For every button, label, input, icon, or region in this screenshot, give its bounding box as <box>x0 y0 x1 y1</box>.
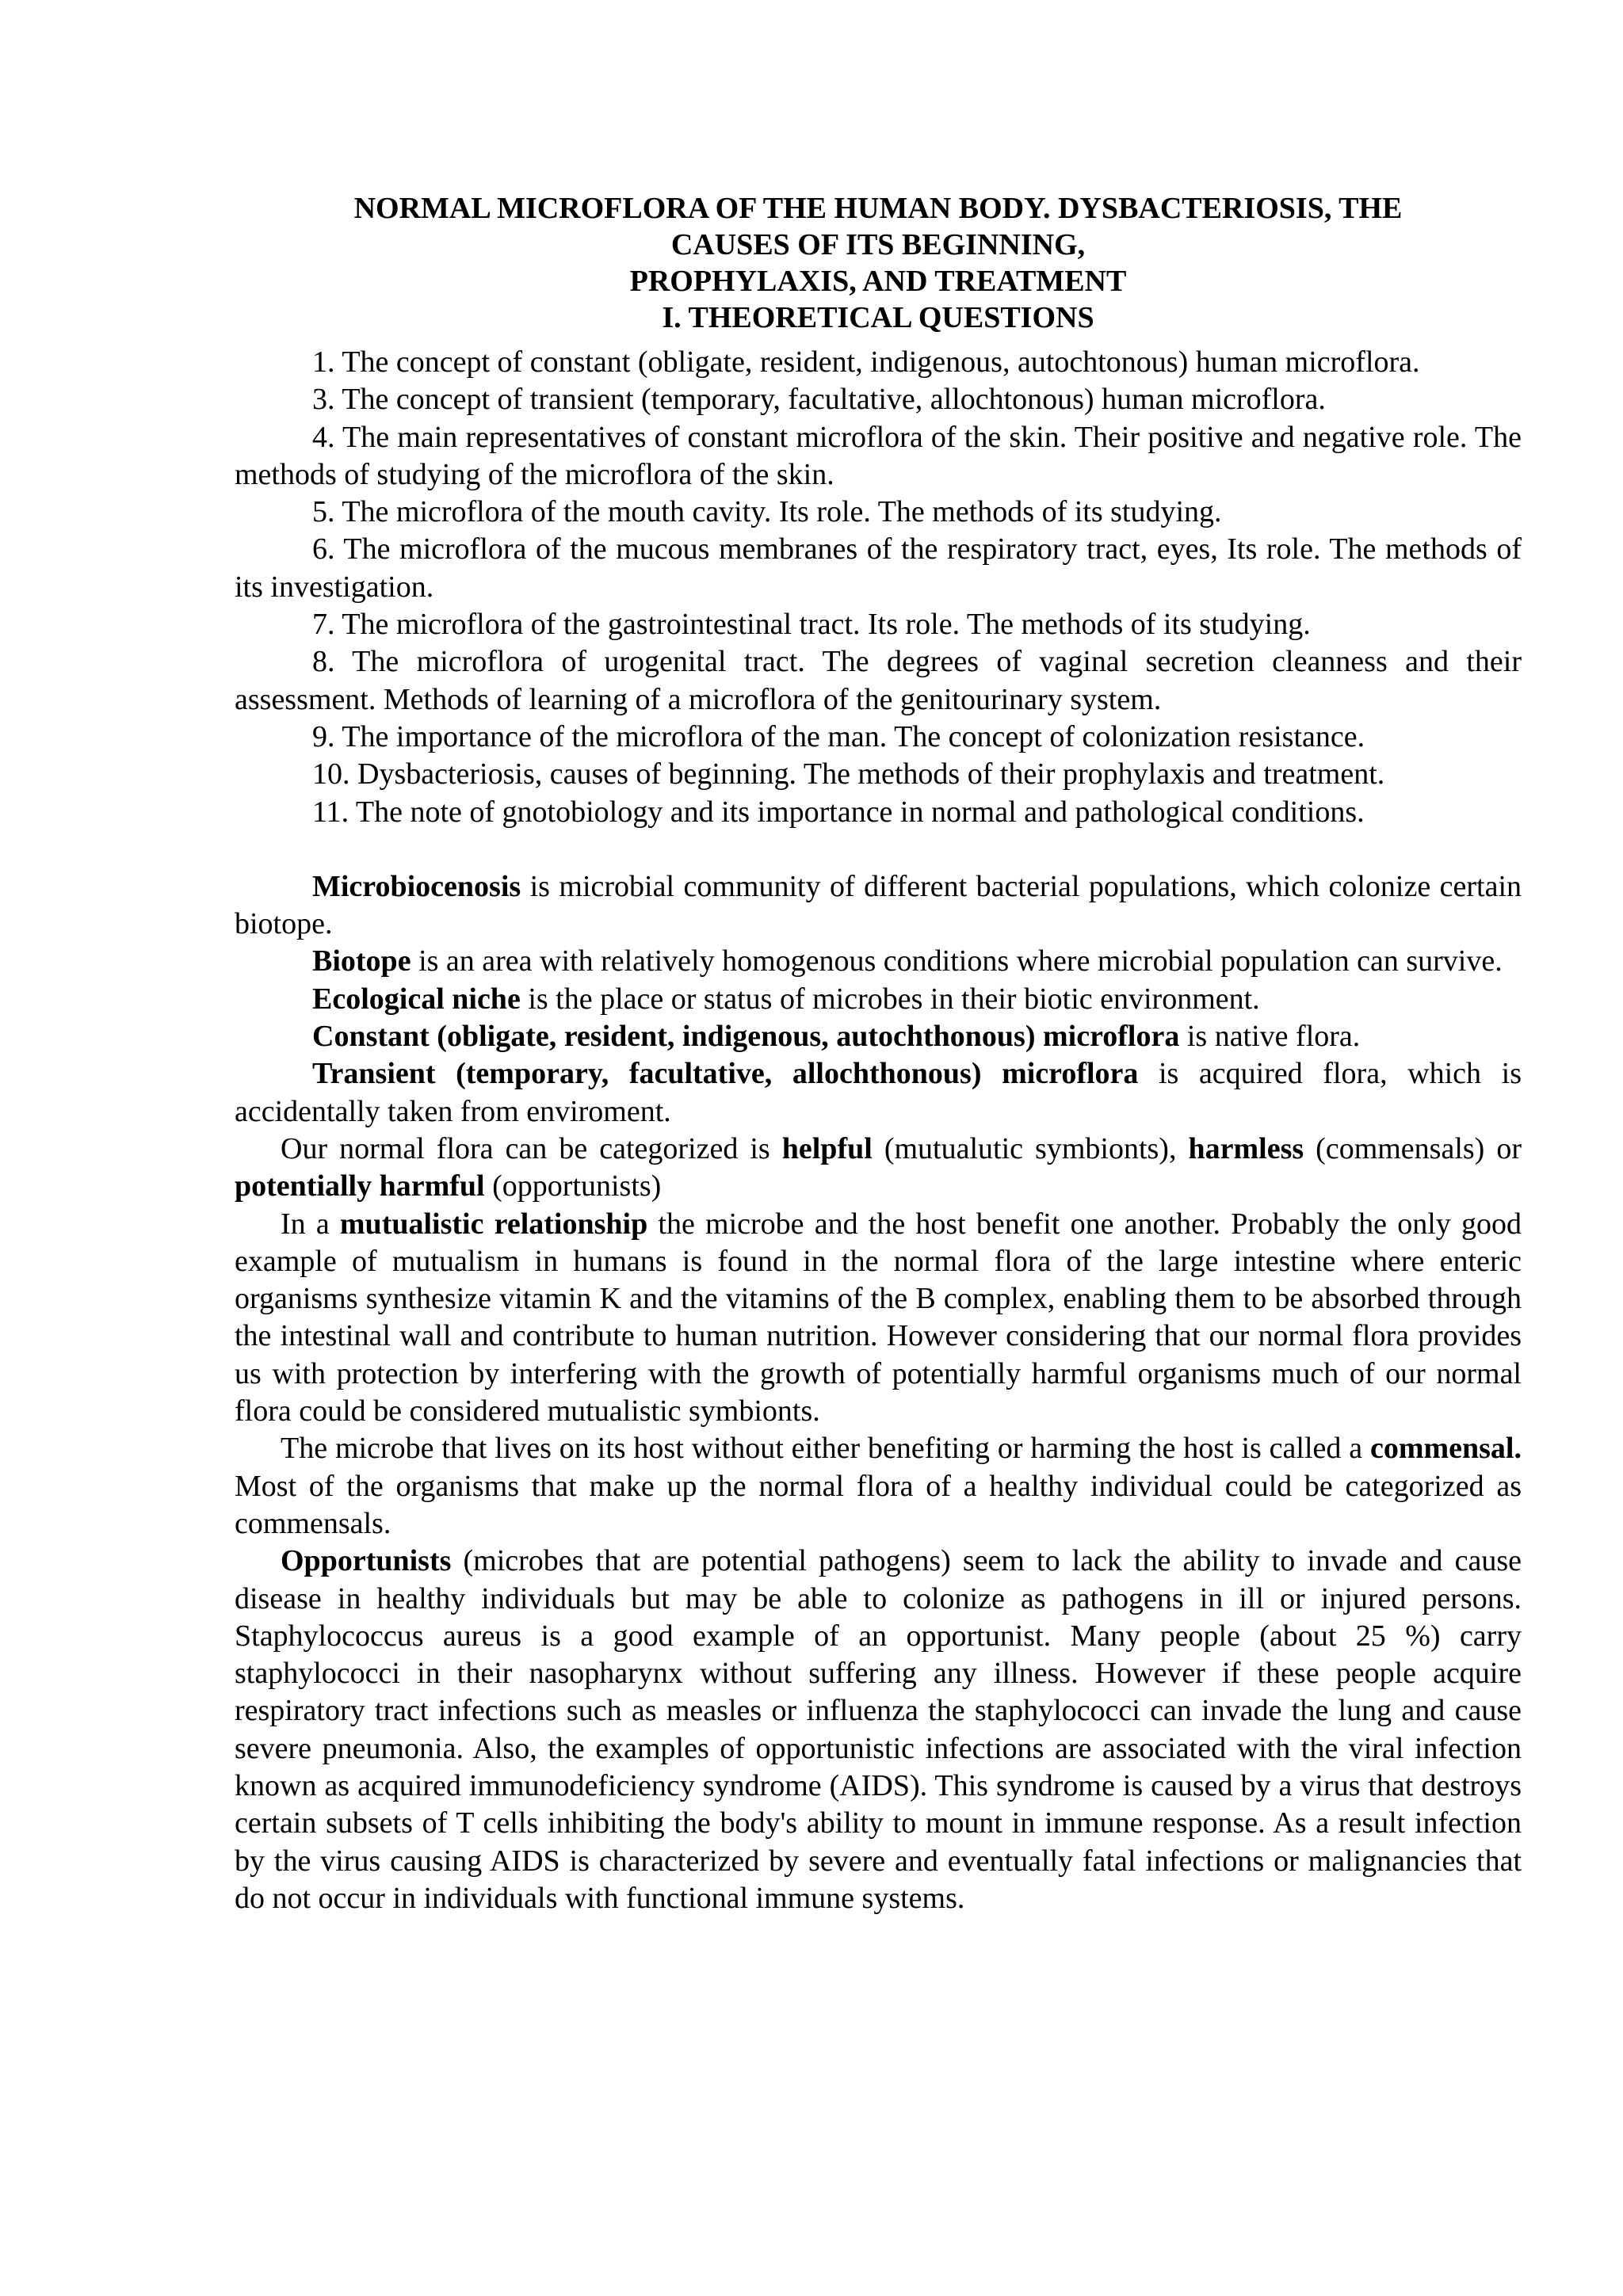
term-helpful: helpful <box>781 1131 873 1165</box>
question-item: 8. The microflora of urogenital tract. The degrees of vaginal secretion cleanness and their assessment. Methods of learning of a microflora of the genitourinary system. <box>235 645 1522 716</box>
paragraph-categories <box>235 1131 1522 1206</box>
definition-term: Microbiocenosis <box>312 869 521 903</box>
text-run: The microbe that lives on its host without either benefiting or harming the host is called a <box>281 1432 1370 1466</box>
paragraph-commensal <box>235 1430 1522 1543</box>
text-run: Most of the organisms that make up the normal flora of a healthy individual could be categorized as commensals. <box>235 1469 1522 1540</box>
question-item: 10. Dysbacteriosis, causes of beginning. The methods of their prophylaxis and treatment. <box>312 757 1385 791</box>
question-item: 5. The microflora of the mouth cavity. Its role. The methods of its studying. <box>312 495 1222 529</box>
question-item: 6. The microflora of the mucous membranes of the respiratory tract, eyes, Its role. The methods of its investigation. <box>235 532 1522 604</box>
definition-microbiocenosis <box>235 868 1522 944</box>
paragraph-mutualism <box>235 1206 1522 1431</box>
text-run: (commensals) or <box>1304 1131 1522 1165</box>
paragraph-opportunists <box>235 1543 1522 1917</box>
question-item: 4. The main representatives of constant microflora of the skin. Their positive and negative role. The methods of studying of the microflora of the skin. <box>235 420 1522 491</box>
title-line: PROPHYLAXIS, AND TREATMENT <box>629 265 1127 298</box>
term-potentially-harmful: potentially harmful <box>235 1169 485 1203</box>
definition-transient-microflora <box>235 1055 1522 1131</box>
text-run: In a <box>281 1207 340 1241</box>
text-run: the microbe and the host benefit one another. Probably the only good example of mutualism in humans is found in the normal flora of the large intestine where enteric organisms synthesize vitamin K and the vitamins of the B complex, enabling them to be absorbed through the intestinal wall and contribute to human nutrition. However considering that our normal flora provides us with protection by interfering with the growth of potentially harmful organisms much of our normal flora could be considered mutualistic symbionts. <box>235 1207 1522 1428</box>
question-item: 11. The note of gnotobiology and its importance in normal and pathological conditions. <box>312 795 1365 829</box>
definition-text: is an area with relatively homogenous conditions where microbial population can survive. <box>411 944 1503 978</box>
definition-term: Biotope <box>312 944 411 978</box>
term-commensal: commensal. <box>1369 1432 1522 1466</box>
question-item: 9. The importance of the microflora of the man. The concept of colonization resistance. <box>312 719 1365 753</box>
text-run: (microbes that are potential pathogens) seem to lack the ability to invade and cause disease in healthy individuals but may be able to colonize as pathogens in ill or injured persons. Staphylococcus aureus is a good example of an opportunist. Many people (about 25 %) carry staphylococci in their nasopharynx without suffering any illness. However if these people acquire respiratory tract infections such as measles or influenza the staphylococci can invade the lung and cause severe pneumonia. Also, the examples of opportunistic infections are associated with the viral infection known as acquired immunodeficiency syndrome (AIDS). This syndrome is caused by a virus that destroys certain subsets of T cells inhibiting the body's ability to mount in immune response. As a result infection by the virus causing AIDS is characterized by severe and eventually fatal infections or malignancies that do not occur in individuals with functional immune systems. <box>235 1544 1522 1915</box>
section-heading: I. THEORETICAL QUESTIONS <box>662 301 1094 334</box>
definition-term: Constant (obligate, resident, indigenous, autochthonous) microflora <box>312 1020 1180 1054</box>
term-mutualistic-relationship: mutualistic relationship <box>339 1207 648 1241</box>
document-body <box>235 344 1522 1917</box>
term-harmless: harmless <box>1188 1131 1304 1165</box>
definition-text: is native flora. <box>1179 1020 1361 1054</box>
question-item: 3. The concept of transient (temporary, facultative, allochtonous) human microflora. <box>312 383 1326 417</box>
definition-ecological-niche <box>235 981 1522 1018</box>
definition-term: Transient (temporary, facultative, allochthonous) microflora <box>312 1057 1139 1091</box>
text-run: (mutualutic symbionts), <box>872 1131 1189 1165</box>
paragraph-gap <box>235 831 1522 868</box>
definition-biotope <box>235 943 1522 980</box>
title-line: NORMAL MICROFLORA OF THE HUMAN BODY. DYSBACTERIOSIS, THE <box>353 192 1403 225</box>
text-run: (opportunists) <box>484 1169 662 1203</box>
question-item: 7. The microflora of the gastrointestinal tract. Its role. The methods of its studying. <box>312 608 1311 642</box>
document-title <box>235 190 1522 336</box>
term-opportunists: Opportunists <box>281 1544 452 1578</box>
text-run: Our normal flora can be categorized is <box>281 1131 782 1165</box>
definition-term: Ecological niche <box>312 982 521 1016</box>
definition-text: is the place or status of microbes in their biotic environment. <box>520 982 1260 1016</box>
definition-text: is acquired flora, which is accidentally taken from enviroment. <box>235 1057 1522 1128</box>
title-line: CAUSES OF ITS BEGINNING, <box>670 228 1086 261</box>
definition-text: is microbial community of different bacterial populations, which colonize certain biotope. <box>235 869 1522 941</box>
definition-constant-microflora <box>235 1018 1522 1055</box>
question-item: 1. The concept of constant (obligate, resident, indigenous, autochtonous) human microflora. <box>312 345 1420 379</box>
